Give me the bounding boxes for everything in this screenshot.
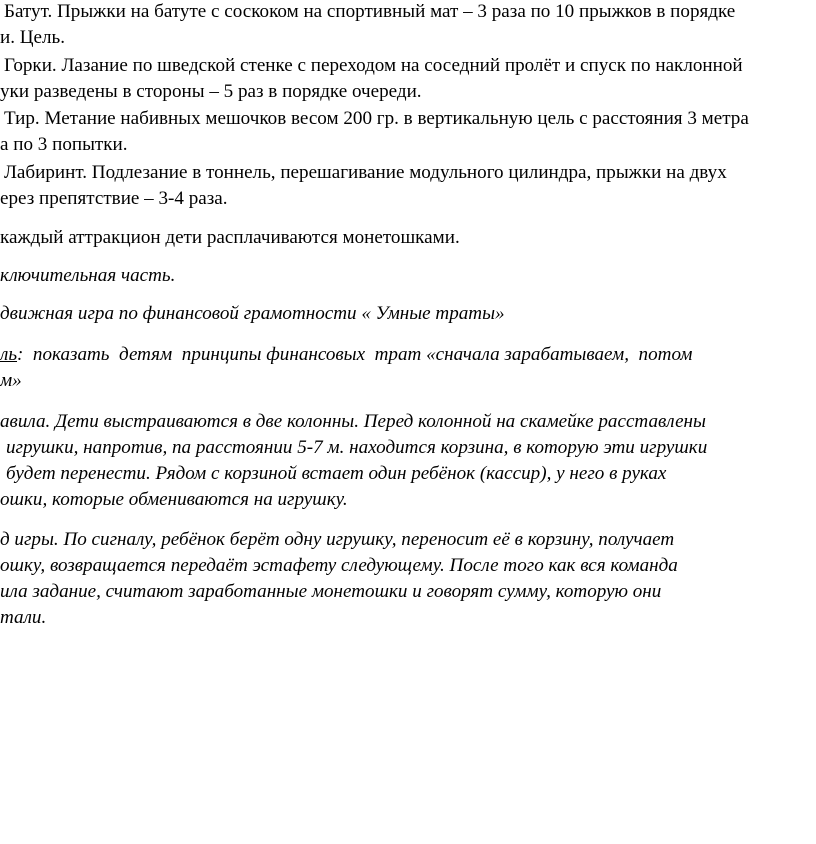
activity-shooting-line1: Тир. Метание набивных мешочков весом 200 гр. в вертикальную цель с расстояния 3 метра xyxy=(3,108,749,129)
rules-line3: будет перенести. Рядом с корзиной встает один ребёнок (кассир), у него в руках xyxy=(5,463,667,484)
rules-line4: ошки, которые обмениваются на игрушку. xyxy=(0,489,348,510)
game-course-line4: тали. xyxy=(0,607,47,628)
activity-labyrinth-line2: ерез препятствие – 3-4 раза. xyxy=(0,188,228,209)
activity-slides-line2: уки разведены в стороны – 5 раз в порядке очереди. xyxy=(0,81,422,102)
rules-line1: авила. Дети выстраиваются в две колонны. Перед колонной на скамейке расставлены xyxy=(0,411,706,432)
goal-line2: м» xyxy=(0,370,22,391)
game-course-line1: д игры. По сигналу, ребёнок берёт одну игрушку, переносит её в корзину, получает xyxy=(0,529,675,550)
game-course-line3: ила задание, считают заработанные монетошки и говорят сумму, которую они xyxy=(0,581,662,602)
goal-label: ль xyxy=(0,344,18,365)
activity-trampoline-line1: Батут. Прыжки на батуте с соскоком на спортивный мат – 3 раза по 10 прыжков в порядке xyxy=(3,1,736,22)
activity-shooting-line2: а по 3 попытки. xyxy=(0,134,128,155)
activity-trampoline-line2: и. Цель. xyxy=(0,27,66,48)
final-part-heading: ключительная часть. xyxy=(0,265,176,286)
payment-note: каждый аттракцион дети расплачиваются монетошками. xyxy=(0,227,460,248)
rules-line2: игрушки, напротив, па расстоянии 5-7 м. находится корзина, в которую эти игрушки xyxy=(5,437,708,458)
activity-slides-line1: Горки. Лазание по шведской стенке с переходом на соседний пролёт и спуск по наклонной xyxy=(3,55,743,76)
goal-line1: ль: показать детям принципы финансовых трат «сначала зарабатываем, потом xyxy=(0,344,693,365)
game-course-line2: ошку, возвращается передаёт эстафету следующему. После того как вся команда xyxy=(0,555,678,576)
game-title: движная игра по финансовой грамотности « Умные траты» xyxy=(0,303,505,324)
activity-labyrinth-line1: Лабиринт. Подлезание в тоннель, перешагивание модульного цилиндра, прыжки на двух xyxy=(3,162,727,183)
